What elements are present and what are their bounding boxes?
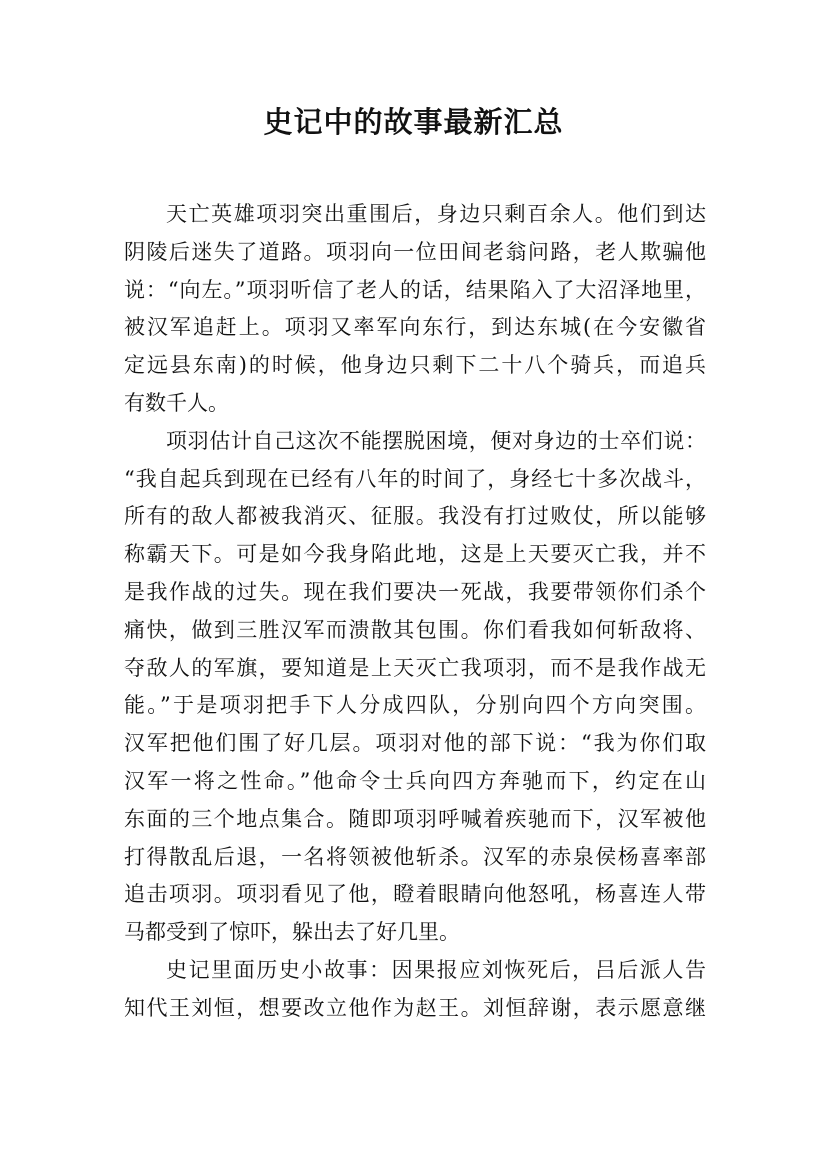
paragraph-line: 被汉军追赶上。项羽又率军向东行，到达东城(在今安徽省 <box>124 315 706 340</box>
paragraph-line: 称霸天下。可是如今我身陷此地，这是上天要灭亡我，并不 <box>124 542 706 567</box>
paragraph-line: 说：“向左。”项羽听信了老人的话，结果陷入了大沼泽地里， <box>124 277 706 302</box>
paragraph-line: 能。”于是项羽把手下人分成四队，分别向四个方向突围。 <box>124 693 706 718</box>
paragraph-line: 马都受到了惊吓，躲出去了好几里。 <box>124 920 460 945</box>
document-title: 史记中的故事最新汇总 <box>263 105 564 139</box>
paragraph-line: 项羽估计自己这次不能摆脱困境，便对身边的士卒们说： <box>166 428 706 453</box>
paragraph-line: 夺敌人的军旗，要知道是上天灭亡我项羽，而不是我作战无 <box>124 655 706 680</box>
document-body <box>124 196 706 1028</box>
paragraph-line: 汉军把他们围了好几层。项羽对他的部下说：“我为你们取 <box>124 731 706 756</box>
paragraph-line: 定远县东南)的时候，他身边只剩下二十八个骑兵，而追兵 <box>124 353 706 378</box>
paragraph-line: 有数千人。 <box>124 390 229 415</box>
paragraph-line: 东面的三个地点集合。随即项羽呼喊着疾驰而下，汉军被他 <box>124 806 706 831</box>
paragraph-line: 痛快，做到三胜汉军而溃散其包围。你们看我如何斩敌将、 <box>124 617 706 642</box>
paragraph-line: 天亡英雄项羽突出重围后，身边只剩百余人。他们到达 <box>166 202 706 226</box>
paragraph-line: 史记里面历史小故事：因果报应刘恢死后，吕后派人告 <box>166 957 706 982</box>
paragraph-line: 打得散乱后退，一名将领被他斩杀。汉军的赤泉侯杨喜率部 <box>124 844 706 869</box>
paragraph-line: “我自起兵到现在已经有八年的时间了，身经七十多次战斗， <box>124 466 706 491</box>
paragraph-line: 汉军一将之性命。”他命令士兵向四方奔驰而下，约定在山 <box>124 768 706 793</box>
paragraph-line: 所有的敌人都被我消灭、征服。我没有打过败仗，所以能够 <box>124 504 706 529</box>
paragraph-line: 是我作战的过失。现在我们要决一死战，我要带领你们杀个 <box>124 579 706 604</box>
paragraph-line: 追击项羽。项羽看见了他，瞪着眼睛向他怒吼，杨喜连人带 <box>124 882 706 907</box>
paragraph-line: 知代王刘恒，想要改立他作为赵王。刘恒辞谢，表示愿意继 <box>124 995 706 1020</box>
paragraph-line: 阴陵后迷失了道路。项羽向一位田间老翁问路，老人欺骗他 <box>124 239 706 264</box>
